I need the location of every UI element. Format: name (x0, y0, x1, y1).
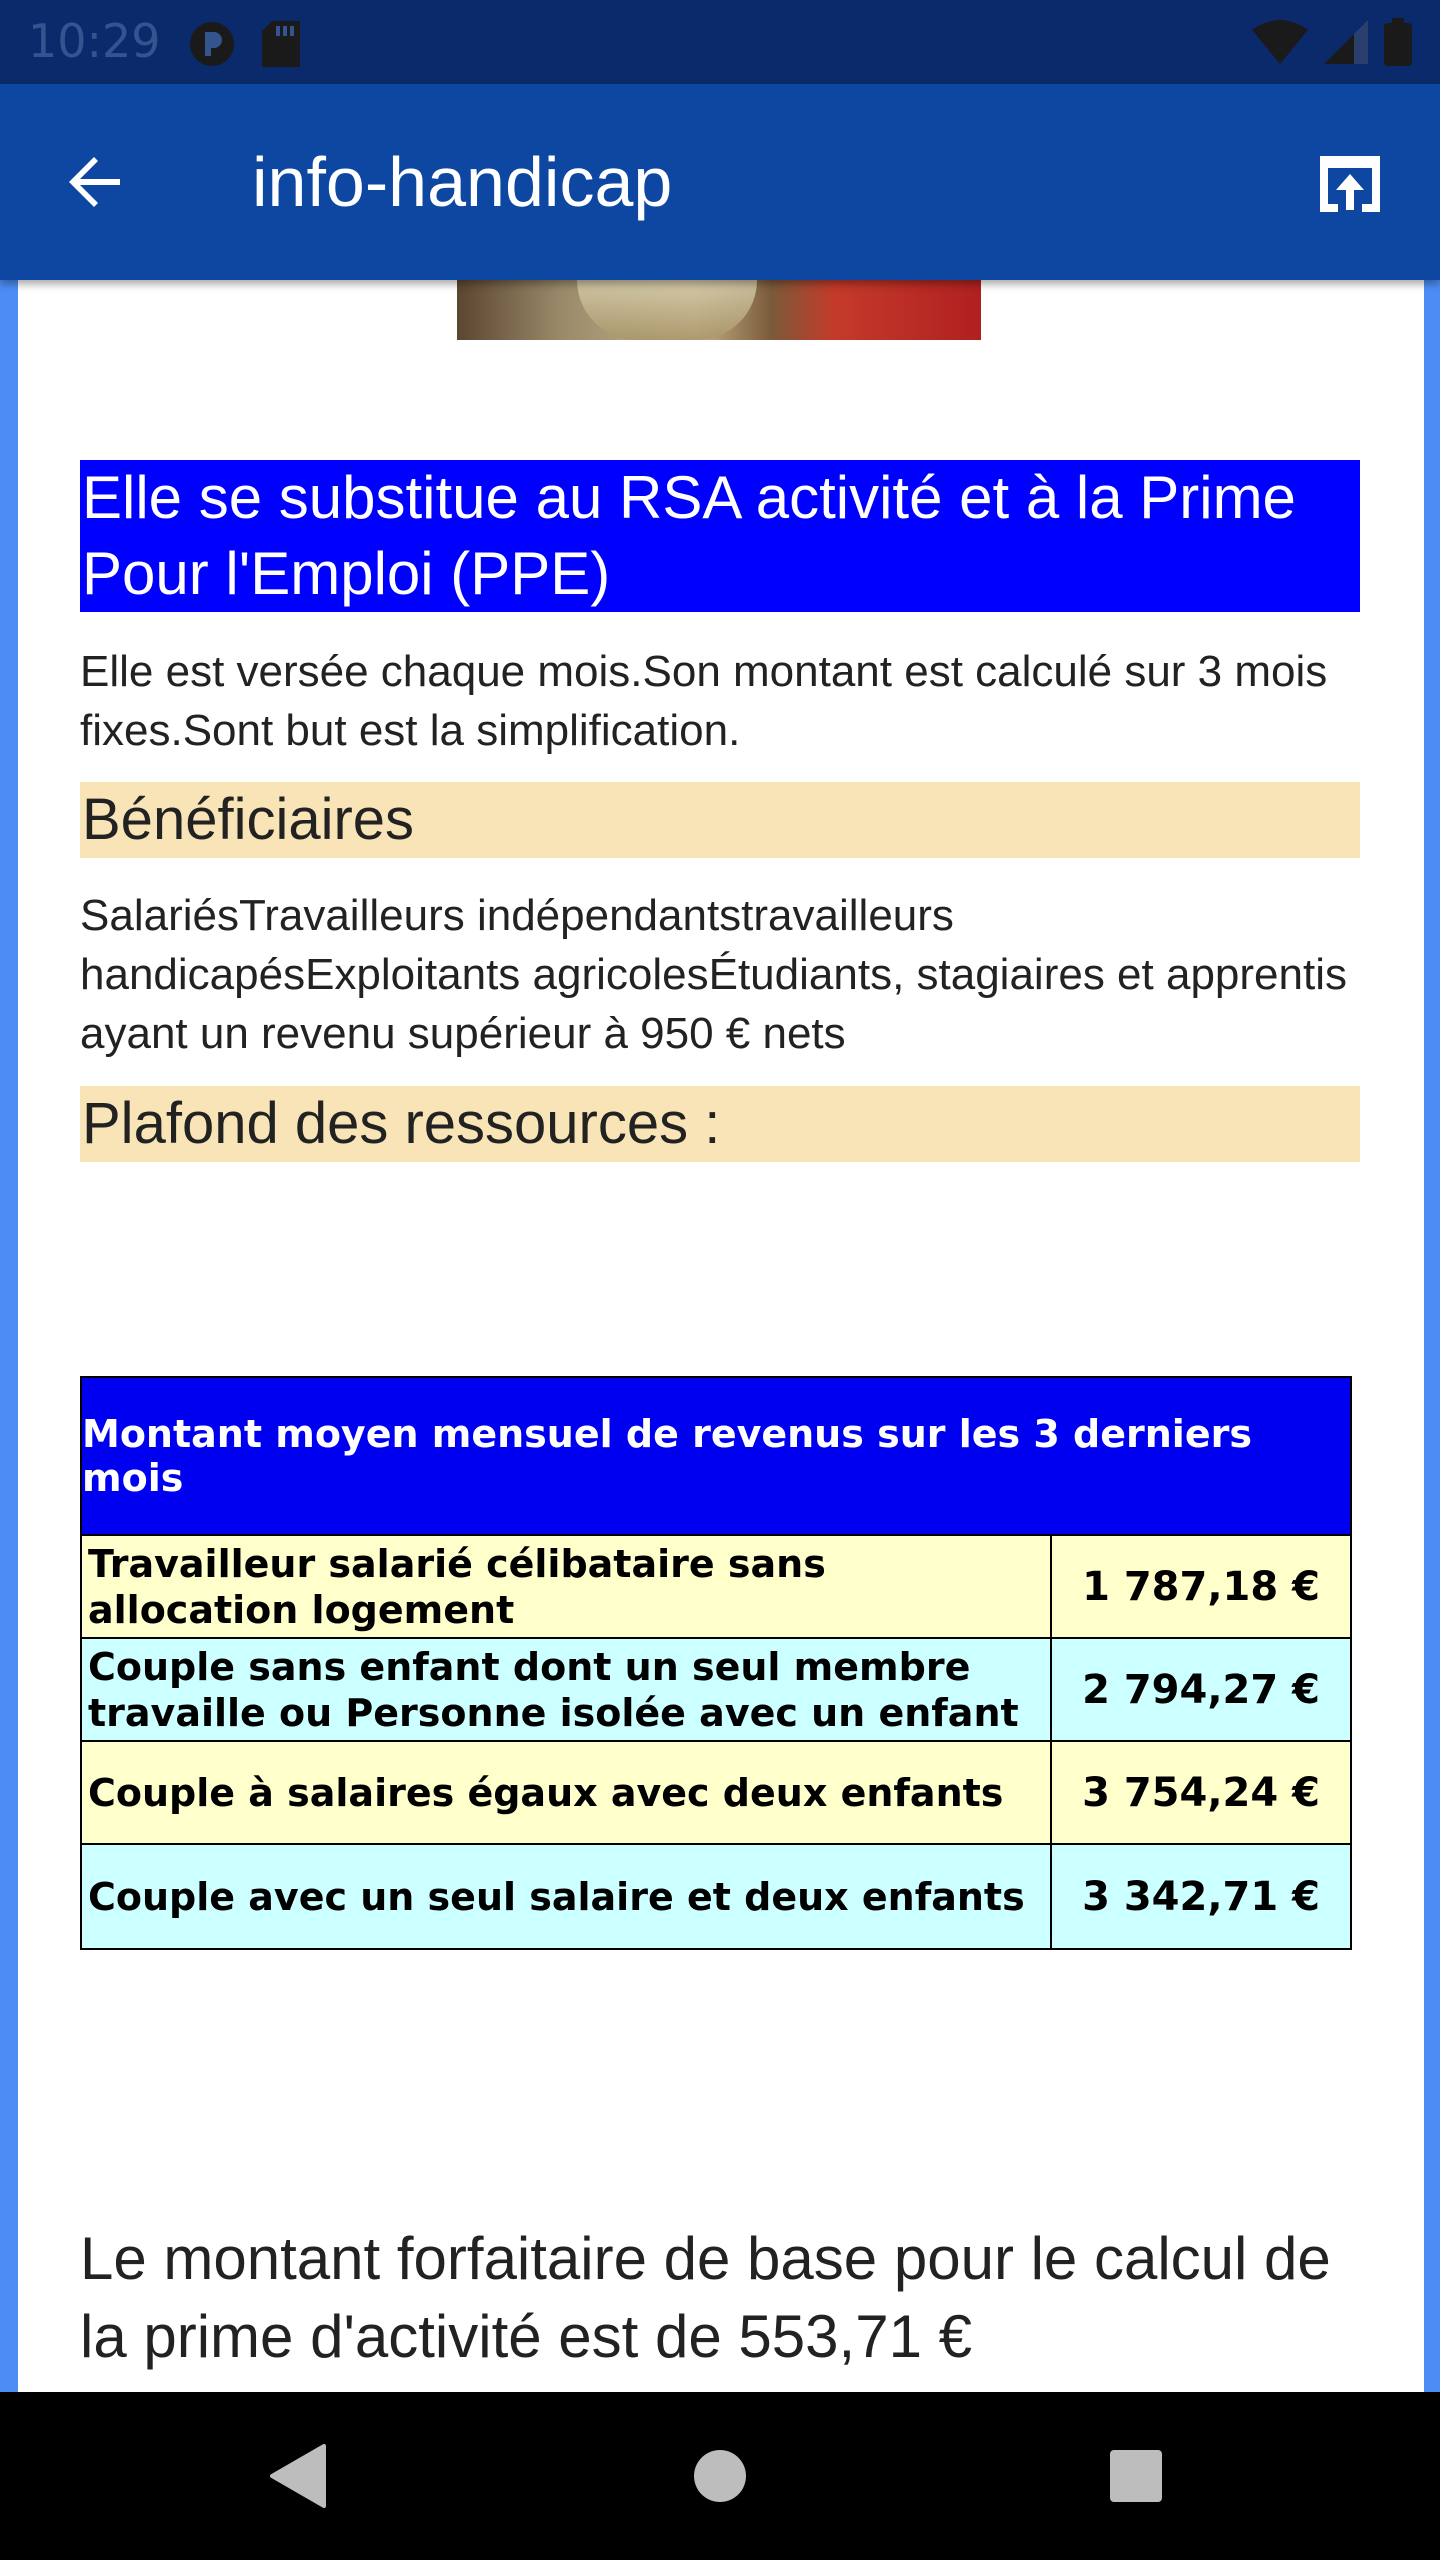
paragraph-versement: Elle est versée chaque mois.Son montant est calculé sur 3 mois fixes.Sont but est la simplification. (80, 647, 1328, 755)
app-title: info-handicap (252, 143, 673, 221)
table-row-value: 3 342,71 € (1082, 1873, 1320, 1920)
web-content[interactable] (18, 280, 1424, 2392)
nav-recents-icon (1108, 2448, 1164, 2504)
app-bar (0, 84, 1440, 280)
hero-image (457, 280, 981, 340)
table-row (82, 1639, 1350, 1742)
table-row (82, 1845, 1350, 1948)
section-beneficiaires: Bénéficiaires (80, 782, 1360, 858)
table-row-label: Travailleur salarié célibataire sans allocation logement (82, 1536, 1052, 1637)
status-bar (0, 0, 1440, 84)
open-external-icon (1316, 152, 1384, 216)
table-row-label: Couple avec un seul salaire et deux enfants (82, 1845, 1052, 1948)
status-time: 10:29 (28, 14, 161, 68)
table-row-value: 2 794,27 € (1082, 1666, 1320, 1713)
table-row-value: 1 787,18 € (1082, 1563, 1320, 1610)
arrow-back-icon (64, 150, 128, 214)
section-plafond: Plafond des ressources : (80, 1086, 1360, 1162)
nav-back-button[interactable] (254, 2432, 342, 2520)
table-header: Montant moyen mensuel de revenus sur les 3 derniers mois (82, 1378, 1350, 1536)
table-row (82, 1742, 1350, 1845)
paragraph-beneficiaires: SalariésTravailleurs indépendantstravailleurs handicapésExploitants agricolesÉtudiants, stagiaires et apprentis ayant un revenu supérieur à 950 € nets (80, 891, 1347, 1058)
hero-image-detail (577, 280, 757, 340)
nav-recents-button[interactable] (1092, 2432, 1180, 2520)
table-row-label: Couple sans enfant dont un seul membre travaille ou Personne isolée avec un enfant (82, 1639, 1052, 1740)
signal-icon (1324, 20, 1368, 64)
nav-back-icon (268, 2444, 328, 2508)
app-circle-icon (188, 20, 236, 68)
navigation-bar (0, 2392, 1440, 2560)
table-row-value: 3 754,24 € (1082, 1769, 1320, 1816)
resources-table (80, 1376, 1352, 1950)
nav-home-button[interactable] (676, 2432, 764, 2520)
open-external-button[interactable] (1310, 144, 1390, 224)
highlight-heading: Elle se substitue au RSA activité et à la Prime Pour l'Emploi (PPE) (80, 460, 1360, 612)
sd-card-icon (262, 21, 300, 67)
back-button[interactable] (56, 142, 136, 222)
wifi-icon (1252, 20, 1308, 64)
table-row (82, 1536, 1350, 1639)
battery-icon (1384, 18, 1412, 66)
status-left-icons (188, 20, 300, 68)
nav-home-icon (692, 2448, 748, 2504)
paragraph-montant-forfaitaire: Le montant forfaitaire de base pour le calcul de la prime d'activité est de 553,71 € (80, 2225, 1331, 2370)
status-right-icons (1252, 18, 1412, 66)
table-row-label: Couple à salaires égaux avec deux enfants (82, 1742, 1052, 1843)
